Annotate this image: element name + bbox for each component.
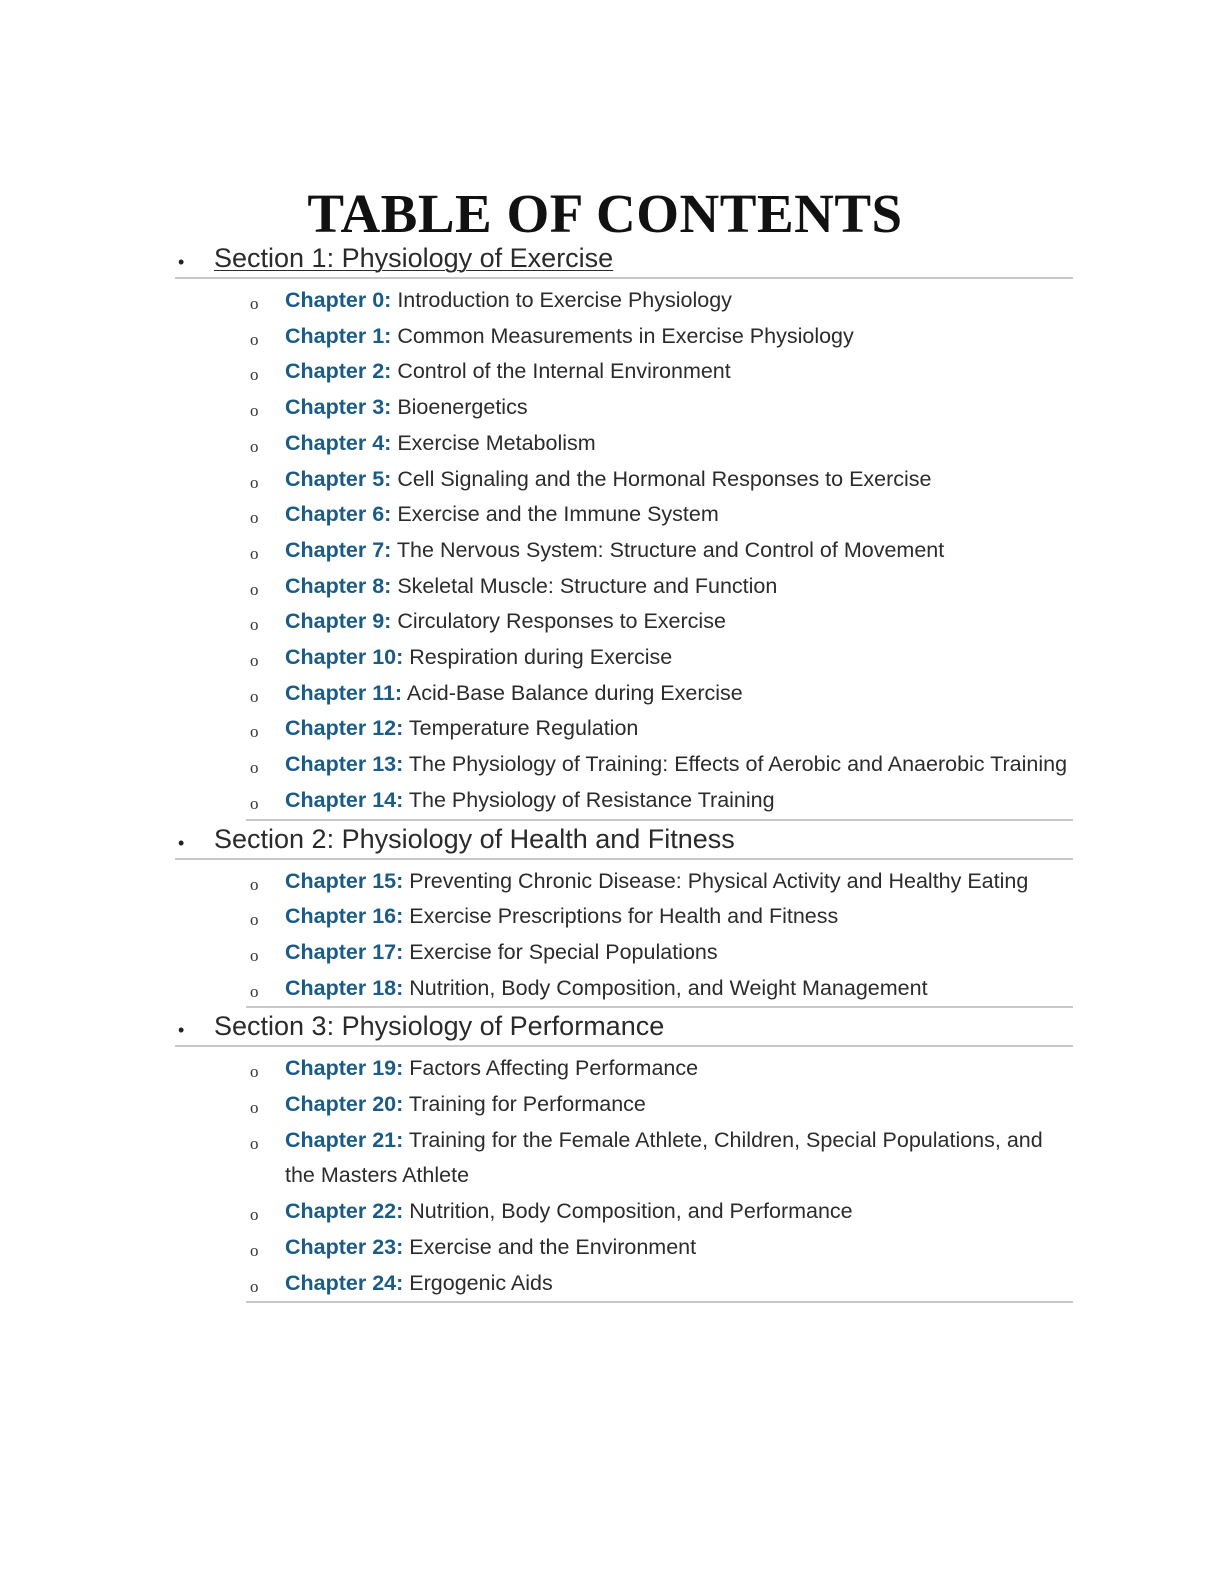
chapter-item-10[interactable]: [246, 640, 1073, 676]
chapter-title: Exercise and the Immune System: [397, 502, 719, 527]
circle-bullet-icon: o: [250, 615, 259, 635]
chapter-title: Exercise and the Environment: [409, 1234, 697, 1259]
chapter-title: Exercise Prescriptions for Health and Fitness: [409, 904, 839, 929]
circle-bullet-icon: o: [250, 1240, 259, 1260]
chapter-title: Exercise for Special Populations: [409, 939, 718, 964]
circle-bullet-icon: o: [250, 945, 259, 965]
chapter-title: Training for the Female Athlete, Children, Special Populations, and the Masters Athlete: [285, 1127, 1043, 1188]
circle-bullet-icon: o: [250, 579, 259, 599]
table-of-contents: [175, 240, 1073, 1303]
chapter-title: Respiration during Exercise: [409, 645, 673, 670]
circle-bullet-icon: o: [250, 981, 259, 1001]
chapter-title: Cell Signaling and the Hormonal Responses to Exercise: [397, 466, 932, 491]
chapter-item-1[interactable]: [246, 319, 1073, 355]
section-heading[interactable]: [175, 821, 1073, 860]
chapter-label: Chapter 9:: [285, 609, 392, 634]
section-3: [175, 1008, 1073, 1303]
chapter-list: [246, 279, 1073, 821]
chapter-label: Chapter 0:: [285, 288, 392, 312]
chapter-item-22[interactable]: [246, 1194, 1073, 1230]
chapter-title: Common Measurements in Exercise Physiology: [397, 323, 854, 348]
chapter-title: The Physiology of Training: Effects of Aerobic and Anaerobic Training: [408, 752, 1068, 777]
chapter-label: Chapter 3:: [285, 395, 392, 420]
circle-bullet-icon: o: [250, 436, 259, 456]
section-1: [175, 240, 1073, 821]
chapter-label: Chapter 18:: [285, 975, 404, 1000]
chapter-label: Chapter 15:: [285, 868, 404, 893]
chapter-item-19[interactable]: [246, 1051, 1073, 1087]
chapter-label: Chapter 14:: [285, 787, 404, 812]
bullet-icon: •: [178, 832, 185, 853]
chapter-item-12[interactable]: [246, 711, 1073, 747]
chapter-label: Chapter 20:: [285, 1092, 404, 1117]
chapter-label: Chapter 21:: [285, 1127, 404, 1152]
chapter-label: Chapter 22:: [285, 1199, 404, 1224]
circle-bullet-icon: o: [250, 793, 259, 813]
chapter-label: Chapter 8:: [285, 573, 392, 598]
circle-bullet-icon: o: [250, 758, 259, 778]
circle-bullet-icon: o: [250, 543, 259, 563]
chapter-item-13[interactable]: [246, 747, 1073, 783]
chapter-item-21[interactable]: [246, 1123, 1073, 1194]
chapter-label: Chapter 10:: [285, 645, 404, 670]
section-heading[interactable]: [175, 1008, 1073, 1047]
section-title[interactable]: Section 1: Physiology of Exercise: [214, 243, 614, 273]
chapter-title: Preventing Chronic Disease: Physical Activity and Healthy Eating: [409, 868, 1029, 893]
chapter-label: Chapter 13:: [285, 752, 404, 777]
chapter-label: Chapter 16:: [285, 904, 404, 929]
chapter-title: Introduction to Exercise Physiology: [397, 288, 732, 312]
circle-bullet-icon: o: [250, 874, 259, 894]
chapter-item-23[interactable]: [246, 1230, 1073, 1266]
circle-bullet-icon: o: [250, 722, 259, 742]
chapter-title: Ergogenic Aids: [409, 1270, 553, 1295]
chapter-label: Chapter 6:: [285, 502, 392, 527]
circle-bullet-icon: o: [250, 365, 259, 385]
chapter-item-4[interactable]: [246, 426, 1073, 462]
section-heading[interactable]: [175, 240, 1073, 279]
chapter-item-7[interactable]: [246, 533, 1073, 569]
chapter-label: Chapter 24:: [285, 1270, 404, 1295]
chapter-title: Exercise Metabolism: [397, 430, 596, 455]
chapter-item-8[interactable]: [246, 569, 1073, 605]
circle-bullet-icon: o: [250, 329, 259, 349]
chapter-item-2[interactable]: [246, 354, 1073, 390]
chapter-label: Chapter 2:: [285, 359, 392, 384]
circle-bullet-icon: o: [250, 294, 259, 313]
bullet-icon: •: [178, 252, 185, 272]
circle-bullet-icon: o: [250, 910, 259, 930]
chapter-item-16[interactable]: [246, 899, 1073, 935]
circle-bullet-icon: o: [250, 508, 259, 528]
circle-bullet-icon: o: [250, 1062, 259, 1082]
chapter-title: Control of the Internal Environment: [397, 359, 731, 384]
chapter-item-9[interactable]: [246, 604, 1073, 640]
chapter-item-15[interactable]: [246, 864, 1073, 900]
chapter-title: The Physiology of Resistance Training: [408, 787, 775, 812]
chapter-title: Nutrition, Body Composition, and Performance: [409, 1199, 853, 1224]
chapter-label: Chapter 17:: [285, 939, 404, 964]
chapter-title: Bioenergetics: [397, 395, 528, 420]
section-2: [175, 821, 1073, 1009]
chapter-label: Chapter 1:: [285, 323, 392, 348]
chapter-item-6[interactable]: [246, 497, 1073, 533]
circle-bullet-icon: o: [250, 1098, 259, 1118]
circle-bullet-icon: o: [250, 401, 259, 421]
circle-bullet-icon: o: [250, 1276, 259, 1296]
chapter-title: Skeletal Muscle: Structure and Function: [397, 573, 778, 598]
chapter-item-3[interactable]: [246, 390, 1073, 426]
chapter-item-18[interactable]: [246, 971, 1073, 1007]
chapter-label: Chapter 5:: [285, 466, 392, 491]
chapter-title: Acid-Base Balance during Exercise: [406, 680, 743, 705]
circle-bullet-icon: o: [250, 686, 259, 706]
bullet-icon: •: [178, 1020, 185, 1041]
chapter-label: Chapter 23:: [285, 1234, 404, 1259]
chapter-title: Training for Performance: [408, 1092, 646, 1117]
chapter-title: Nutrition, Body Composition, and Weight Management: [409, 975, 928, 1000]
circle-bullet-icon: o: [250, 651, 259, 671]
chapter-title: The Nervous System: Structure and Control of Movement: [396, 537, 945, 562]
chapter-label: Chapter 12:: [285, 716, 404, 741]
circle-bullet-icon: o: [250, 1205, 259, 1225]
chapter-item-17[interactable]: [246, 935, 1073, 971]
chapter-label: Chapter 7:: [285, 537, 392, 562]
chapter-item-24[interactable]: [246, 1266, 1073, 1302]
chapter-item-20[interactable]: [246, 1087, 1073, 1123]
section-title[interactable]: Section 2: Physiology of Health and Fitness: [214, 823, 735, 854]
page-title: TABLE OF CONTENTS: [307, 182, 903, 244]
chapter-title: Circulatory Responses to Exercise: [397, 609, 726, 634]
circle-bullet-icon: o: [250, 472, 259, 492]
chapter-item-0[interactable]: [246, 283, 1073, 319]
chapter-item-5[interactable]: [246, 462, 1073, 498]
chapter-list: [246, 1047, 1073, 1303]
chapter-label: Chapter 11:: [285, 680, 403, 705]
chapter-title: Factors Affecting Performance: [409, 1056, 699, 1081]
chapter-label: Chapter 4:: [285, 430, 392, 455]
chapter-label: Chapter 19:: [285, 1056, 404, 1081]
circle-bullet-icon: o: [250, 1133, 259, 1153]
chapter-item-11[interactable]: [246, 676, 1073, 712]
section-title[interactable]: Section 3: Physiology of Performance: [214, 1011, 665, 1042]
chapter-item-14[interactable]: [246, 783, 1073, 819]
chapter-title: Temperature Regulation: [408, 716, 639, 741]
chapter-list: [246, 860, 1073, 1009]
